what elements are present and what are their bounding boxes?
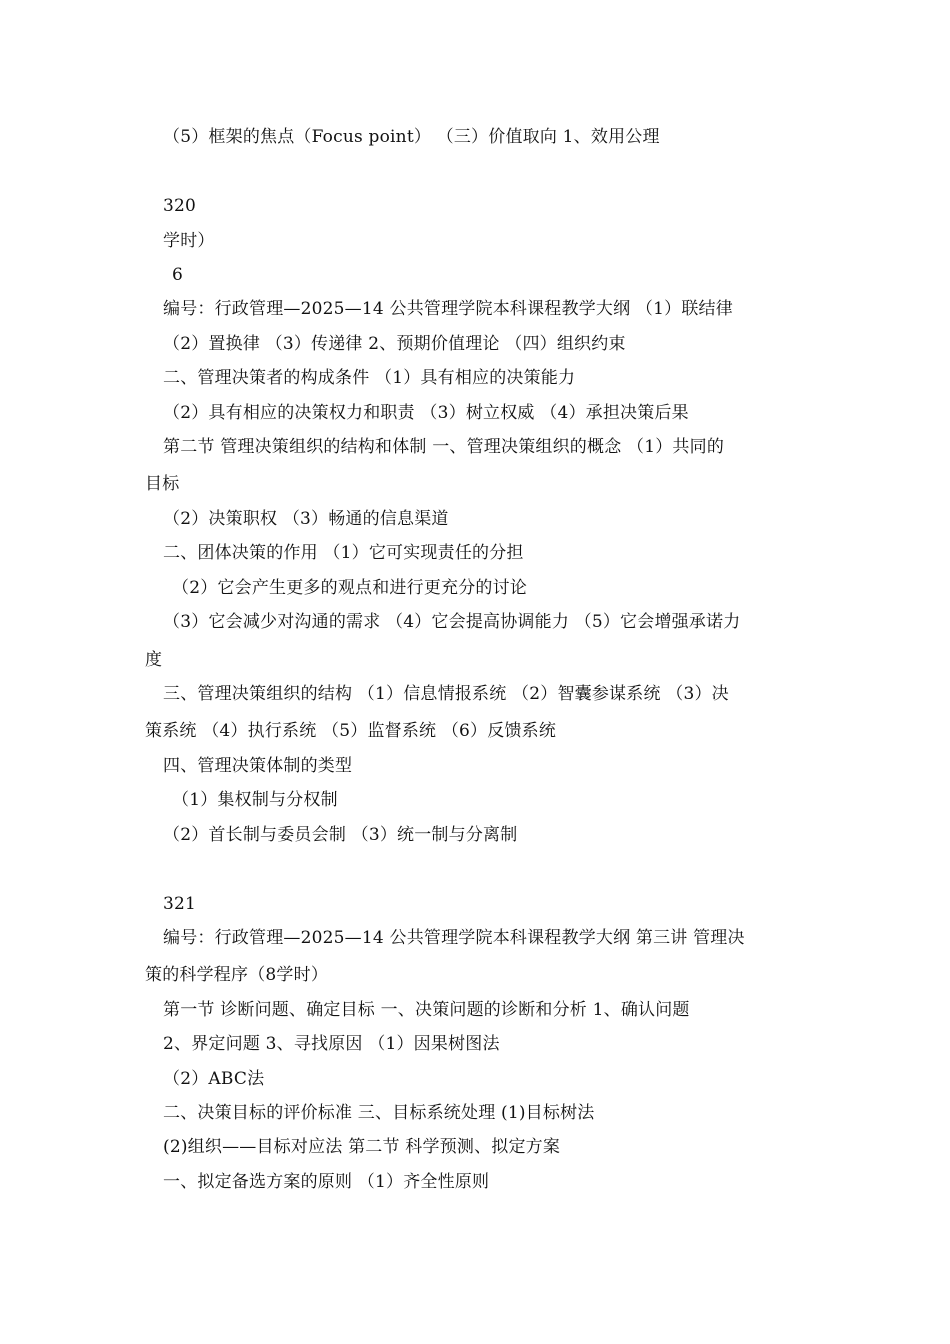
text-line: （2）ABC法 <box>163 1069 265 1089</box>
text-line: 二、团体决策的作用 （1）它可实现责任的分担 <box>163 543 524 563</box>
text-line: 学时） <box>163 231 215 251</box>
section-heading: (2)组织——目标对应法 第二节 科学预测、拟定方案 <box>163 1137 561 1157</box>
text-line: （3）它会减少对沟通的需求 （4）它会提高协调能力 （5）它会增强承诺力 <box>163 612 741 632</box>
text-line: （2）首长制与委员会制 （3）统一制与分离制 <box>163 825 518 845</box>
text-line: 二、决策目标的评价标准 三、目标系统处理 (1)目标树法 <box>163 1103 595 1123</box>
page-number: 320 <box>163 196 197 216</box>
text-line: 三、管理决策组织的结构 （1）信息情报系统 （2）智囊参谋系统 （3）决 <box>163 684 729 704</box>
text-line: （2）具有相应的决策权力和职责 （3）树立权威 （4）承担决策后果 <box>163 403 689 423</box>
text-line: 一、拟定备选方案的原则 （1）齐全性原则 <box>163 1172 490 1192</box>
text-line: （2）决策职权 （3）畅通的信息渠道 <box>163 509 449 529</box>
text-line: 2、界定问题 3、寻找原因 （1）因果树图法 <box>163 1034 500 1054</box>
text-line: 度 <box>145 650 163 670</box>
text-line: 二、管理决策者的构成条件 （1）具有相应的决策能力 <box>163 368 576 388</box>
text-line: （2）它会产生更多的观点和进行更充分的讨论 <box>172 578 528 598</box>
page-number: 321 <box>163 894 197 914</box>
text-line: （5）框架的焦点（Focus point） （三）价值取向 1、效用公理 <box>163 127 660 147</box>
text-line: 6 <box>172 265 184 285</box>
section-heading: 第一节 诊断问题、确定目标 一、决策问题的诊断和分析 1、确认问题 <box>163 1000 690 1020</box>
text-line: 策的科学程序（8学时） <box>145 965 329 985</box>
text-line: （2）置换律 （3）传递律 2、预期价值理论 （四）组织约束 <box>163 334 626 354</box>
text-line: 策系统 （4）执行系统 （5）监督系统 （6）反馈系统 <box>145 721 557 741</box>
text-line: （1）集权制与分权制 <box>172 790 338 810</box>
header-line: 编号：行政管理—2025—14 公共管理学院本科课程教学大纲 （1）联结律 <box>163 299 733 319</box>
text-line: 四、管理决策体制的类型 <box>163 756 353 776</box>
header-line: 编号：行政管理—2025—14 公共管理学院本科课程教学大纲 第三讲 管理决 <box>163 928 745 948</box>
section-heading: 第二节 管理决策组织的结构和体制 一、管理决策组织的概念 （1）共同的 <box>163 437 725 457</box>
text-line: 目标 <box>145 474 180 494</box>
